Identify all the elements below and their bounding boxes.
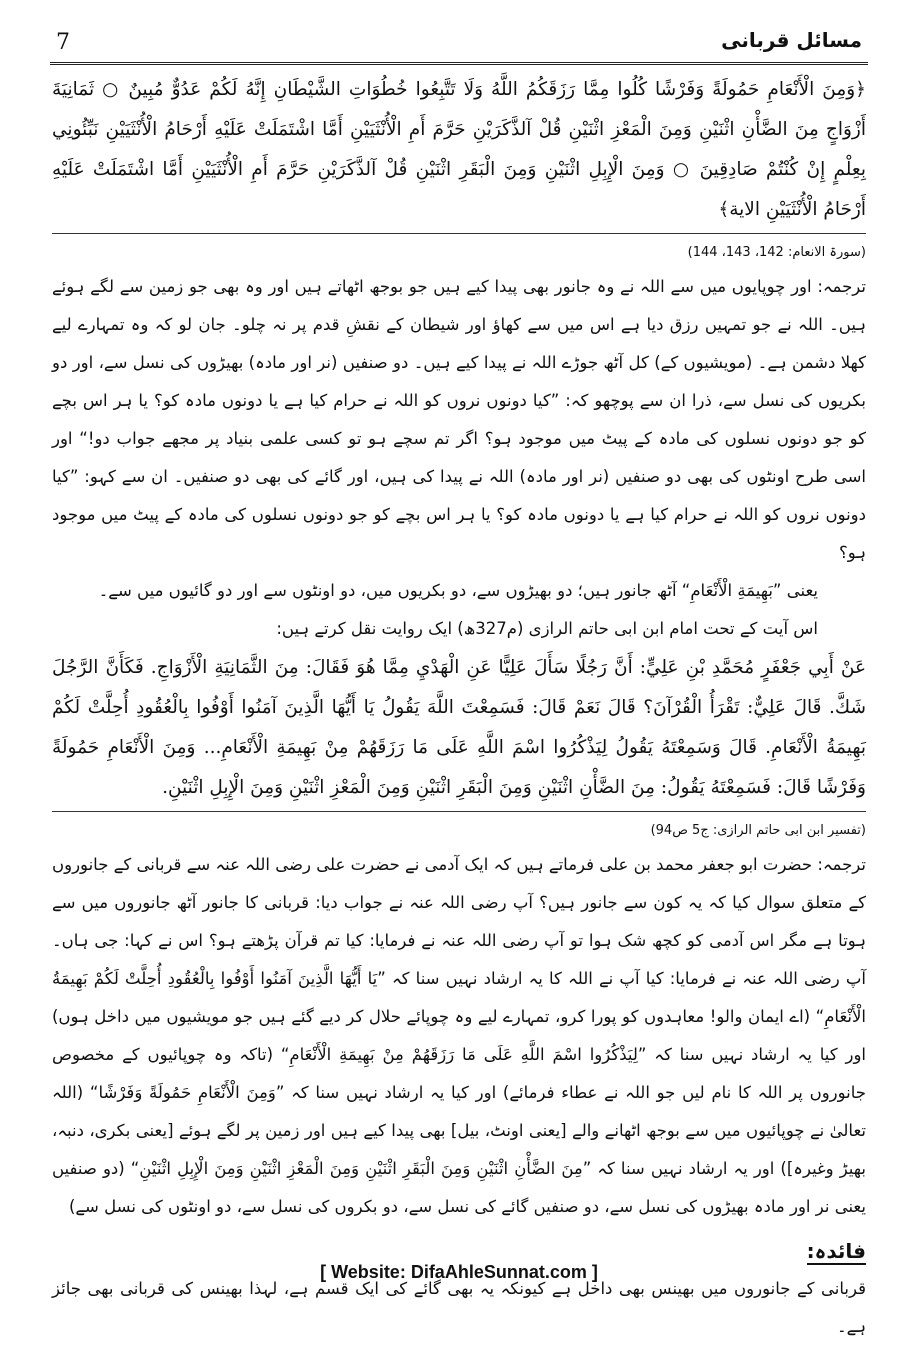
- intro-line: اس آیت کے تحت امام ابن ابی حاتم الرازی (م327ھ) ایک روایت نقل کرتے ہیں:: [276, 619, 818, 638]
- page-body: [52, 70, 866, 1346]
- verse-divider: [52, 233, 866, 234]
- fayda-heading-text: فائدہ:: [806, 1239, 866, 1263]
- summary-line: یعنی ”بَهِيمَةِ الْأَنْعَامِ“ آٹھ جانور ہیں؛ دو بھیڑوں سے، دو بکریوں میں، دو اونٹوں سے اور دو گائیوں میں سے۔: [98, 581, 818, 600]
- header-divider: [50, 62, 868, 65]
- website-footer: [ Website: DifaAhleSunnat.com ]: [320, 1262, 598, 1282]
- narration-divider: [52, 811, 866, 812]
- fayda-text: قربانی کے جانوروں میں بھینس بھی داخل ہے کیونکہ یہ بھی گائے کی ایک قسم ہے، لہذا بھینس کی قربانی بھی جائز ہے۔: [52, 1279, 866, 1336]
- narration-reference: (تفسیر ابن ابی حاتم الرازی: ج5 ص94): [650, 823, 866, 838]
- hadith-narration: عَنْ أَبِي جَعْفَرٍ مُحَمَّدِ بْنِ عَلِيٍّ: أَنَّ رَجُلًا سَأَلَ عَلِيًّا عَنِ الْهَدْيِ مِمَّا هُوَ فَقَالَ: مِنَ الثَّمَانِيَةِ الْأَزْوَاجِ. فَكَأَنَّ الرَّجُلَ شَكَّ. قَالَ عَلِيٌّ: تَقْرَأُ الْقُرْآنَ؟ قَالَ نَعَمْ قَالَ: فَسَمِعْتَ اللَّهَ يَقُولُ يَا أَيُّهَا الَّذِينَ آمَنُوا أَوْفُوا بِالْعُقُودِ أُحِلَّتْ لَكُمْ بَهِيمَةُ الْأَنْعَامِ. قَالَ وَسَمِعْتَهُ يَقُولُ لِيَذْكُرُوا اسْمَ اللَّهِ عَلَى مَا رَزَقَهُمْ مِنْ بَهِيمَةِ الْأَنْعَامِ... وَمِنَ الْأَنْعَامِ حَمُولَةً وَفَرْشًا قَالَ: فَسَمِعْتَهُ يَقُولُ: مِنَ الضَّأْنِ اثْنَيْنِ وَمِنَ الْبَقَرِ اثْنَيْنِ وَمِنَ الْمَعْزِ اثْنَيْنِ وَمِنَ الْإِبِلِ اثْنَيْنِ.: [52, 657, 866, 798]
- running-title: مسائل قربانی: [721, 28, 862, 52]
- verse-reference: (سورۃ الانعام: 142، 143، 144): [687, 245, 866, 260]
- narration-translation: ترجمہ: حضرت ابو جعفر محمد بن علی فرماتے ہیں کہ ایک آدمی نے حضرت علی رضی اللہ عنہ سے قربانی کے جانوروں کے متعلق سوال کیا کہ یہ کون سے جانور ہیں؟ آپ رضی اللہ عنہ نے جواب دیا: قربانی کا جانور آٹھ جانوروں میں سے ہوتا ہے مگر اس آدمی کو کچھ شک ہوا تو آپ رضی اللہ عنہ نے فرمایا: کیا تم قرآن پڑھتے ہو؟ اس نے کہا: جی ہاں۔ آپ رضی اللہ عنہ نے فرمایا: کیا آپ نے اللہ کا یہ ارشاد نہیں سنا کہ ”يَا أَيُّهَا الَّذِينَ آمَنُوا أَوْفُوا بِالْعُقُودِ أُحِلَّتْ لَكُمْ بَهِيمَةُ الْأَنْعَامِ“ (اے ایمان والو! معاہدوں کو پورا کرو، تمہارے لیے وہ چوپائے حلال کر دیے گئے ہیں جو مویشیوں میں داخل ہوں) اور کیا یہ ارشاد نہیں سنا کہ ”لِيَذْكُرُوا اسْمَ اللَّهِ عَلَى مَا رَزَقَهُمْ مِنْ بَهِيمَةِ الْأَنْعَامِ“ (تاکہ وہ چوپائیوں کے مخصوص جانوروں پر اللہ کا نام لیں جو اللہ نے عطاء فرمائے) اور کیا یہ ارشاد نہیں سنا کہ ”وَمِنَ الْأَنْعَامِ حَمُولَةً وَفَرْشًا“ (اللہ تعالیٰ نے چوپائیوں میں سے بوجھ اٹھانے والے [یعنی اونٹ، بیل] بھی پیدا کیے ہیں اور زمین پر لگے ہوئے [یعنی بکری، دنبہ، بھیڑ وغیرہ]) اور یہ ارشاد نہیں سنا کہ ”مِنَ الضَّأْنِ اثْنَيْنِ وَمِنَ الْبَقَرِ اثْنَيْنِ وَمِنَ الْمَعْزِ اثْنَيْنِ وَمِنَ الْإِبِلِ اثْنَيْنِ“ (دو صنفیں یعنی نر اور مادہ بھیڑوں کی نسل سے، دو صنفیں گائے کی نسل سے، دو بکروں کی نسل سے، دو اونٹوں کی نسل سے): [52, 855, 866, 1216]
- quran-verse: ﴿وَمِنَ الْأَنْعَامِ حَمُولَةً وَفَرْشًا كُلُوا مِمَّا رَزَقَكُمُ اللَّهُ وَلَا تَتَّبِعُوا خُطُوَاتِ الشَّيْطَانِ إِنَّهُ لَكُمْ عَدُوٌّ مُبِينٌ ○ ثَمَانِيَةَ أَزْوَاجٍ مِنَ الضَّأْنِ اثْنَيْنِ وَمِنَ الْمَعْزِ اثْنَيْنِ قُلْ آلذَّكَرَيْنِ حَرَّمَ أَمِ الْأُنْثَيَيْنِ أَمَّا اشْتَمَلَتْ عَلَيْهِ أَرْحَامُ الْأُنْثَيَيْنِ نَبِّئُونِي بِعِلْمٍ إِنْ كُنْتُمْ صَادِقِينَ ○ وَمِنَ الْإِبِلِ اثْنَيْنِ وَمِنَ الْبَقَرِ اثْنَيْنِ قُلْ آلذَّكَرَيْنِ حَرَّمَ أَمِ الْأُنْثَيَيْنِ أَمَّا اشْتَمَلَتْ عَلَيْهِ أَرْحَامُ الْأُنْثَيَيْنِ الاية﴾: [52, 79, 866, 220]
- verse-translation: ترجمہ: اور چوپایوں میں سے اللہ نے وہ جانور بھی پیدا کیے ہیں جو بوجھ اٹھاتے ہیں اور وہ بھی جو زمین سے لگے ہوئے ہیں۔ اللہ نے جو تمہیں رزق دیا ہے اس میں سے کھاؤ اور شیطان کے نقشِ قدم پر نہ چلو۔ جان لو کہ وہ تمہارے لیے کھلا دشمن ہے۔ (مویشیوں کے) کل آٹھ جوڑے اللہ نے پیدا کیے ہیں۔ دو صنفیں (نر اور مادہ) بھیڑوں کی نسل سے، اور دو بکریوں کی نسل سے، ذرا ان سے پوچھو کہ: ”کیا دونوں نروں کو اللہ نے حرام کیا ہے یا دونوں مادہ کو؟ یا ہر اس بچے کو جو دونوں نسلوں کی مادہ کے پیٹ میں موجود ہو؟ اگر تم سچے ہو تو کسی علمی بنیاد پر مجھے جواب دو!“ اور اسی طرح اونٹوں کی بھی دو صنفیں (نر اور مادہ) اللہ نے پیدا کی ہیں، اور گائے کی بھی دو صنفیں۔ ان سے کہو: ”کیا دونوں نروں کو اللہ نے حرام کیا ہے یا دونوں مادہ کو؟ یا ہر اس بچے کو جو دونوں نسلوں کی مادہ کے پیٹ میں موجود ہو؟: [52, 277, 866, 562]
- page-number: 7: [56, 30, 70, 55]
- page-header: [50, 22, 868, 62]
